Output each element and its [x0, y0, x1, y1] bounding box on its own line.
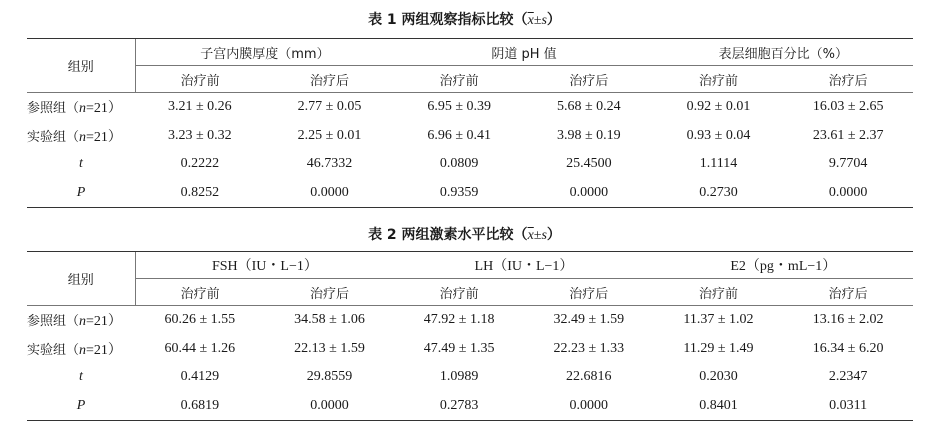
table1-header-row: [27, 39, 913, 66]
table1: [27, 38, 913, 208]
row-label: 参照组（n=21）: [27, 101, 122, 117]
table-cell: 0.8401: [654, 392, 784, 421]
table2-subheader-row: [27, 279, 913, 306]
table1-group-header: 子宫内膜厚度（mm）: [135, 39, 394, 66]
table2-group-header: FSH（IU・L−1）: [135, 252, 394, 279]
table-cell: 34.58 ± 1.06: [294, 312, 365, 328]
table-cell: 32.49 ± 1.59: [553, 312, 625, 328]
table2-subheader: 治疗前: [135, 279, 265, 306]
table1-subheader: 治疗后: [265, 66, 395, 93]
table1-row: [27, 150, 913, 179]
table-cell: 0.0000: [524, 179, 654, 208]
table1-row-header: 组别: [27, 39, 135, 93]
table-cell: 22.6816: [566, 369, 612, 385]
table-cell: 0.6819: [135, 392, 265, 421]
table2-subheader: 治疗后: [265, 279, 395, 306]
table-cell: 11.29 ± 1.49: [683, 340, 754, 356]
table-cell: 23.61 ± 2.37: [812, 127, 884, 143]
row-label: 参照组（n=21）: [27, 314, 122, 330]
table-cell: 6.95 ± 0.39: [427, 99, 491, 115]
table2-caption-close: ）: [546, 227, 561, 243]
table1-caption-text: 表 1 两组观察指标比较（: [368, 12, 528, 28]
table-cell: 3.98 ± 0.19: [556, 127, 621, 143]
table1-row: [27, 93, 913, 122]
table2-row: [27, 363, 913, 392]
table-cell: 0.2222: [180, 156, 220, 172]
table-cell: 47.49 ± 1.35: [423, 340, 495, 356]
table-cell: 0.9359: [394, 179, 524, 208]
row-label: P: [27, 392, 135, 421]
table2-subheader: 治疗前: [394, 279, 524, 306]
table1-row: [27, 122, 913, 151]
table2-subheader: 治疗后: [524, 279, 654, 306]
table2-header-row: [27, 252, 913, 279]
table-cell: 5.68 ± 0.24: [556, 99, 621, 115]
table1-subheader: 治疗后: [524, 66, 654, 93]
table2-caption-text: 表 2 两组激素水平比较（: [368, 227, 528, 243]
table-cell: 22.13 ± 1.59: [294, 340, 365, 356]
table-cell: 1.1114: [699, 156, 738, 172]
table2-caption: [0, 226, 929, 245]
table-cell: 2.25 ± 0.01: [297, 127, 362, 143]
table2-group-header: E2（pg・mL−1）: [654, 252, 913, 279]
row-label: t: [79, 369, 83, 385]
table2-caption-mean-symbol: $\overline{x}$: [527, 228, 534, 243]
table-cell: 25.4500: [566, 156, 612, 172]
table-cell: 0.92 ± 0.01: [686, 99, 751, 115]
table-cell: 2.77 ± 0.05: [297, 99, 362, 115]
table-cell: 0.0000: [265, 179, 395, 208]
table1-subheader-row: [27, 66, 913, 93]
table1-subheader: 治疗前: [135, 66, 265, 93]
table1-caption-close: ）: [546, 12, 561, 28]
table-cell: 2.2347: [828, 369, 868, 385]
table2-group-header: LH（IU・L−1）: [394, 252, 653, 279]
table-cell: 9.7704: [828, 156, 868, 172]
table1-caption: [0, 11, 929, 30]
table-cell: 60.26 ± 1.55: [164, 312, 236, 328]
table-cell: 0.0809: [439, 156, 479, 172]
table2-row-header: 组别: [27, 252, 135, 306]
table-cell: 0.2030: [699, 369, 738, 385]
table-cell: 0.8252: [135, 179, 265, 208]
table1-group-header: 阴道 pH 值: [394, 39, 653, 66]
row-label: t: [79, 156, 83, 172]
table-cell: 16.03 ± 2.65: [812, 99, 884, 115]
table-cell: 6.96 ± 0.41: [427, 127, 491, 143]
table2-subheader: 治疗前: [654, 279, 784, 306]
table1-caption-sd-symbol: ±s: [533, 13, 547, 28]
table-cell: 0.0311: [783, 392, 913, 421]
table-cell: 22.23 ± 1.33: [553, 340, 625, 356]
table-cell: 3.23 ± 0.32: [167, 127, 232, 143]
table1-row: [27, 179, 913, 208]
row-label: 实验组（n=21）: [27, 129, 122, 145]
table-cell: 0.2730: [654, 179, 784, 208]
table-cell: 0.2783: [394, 392, 524, 421]
table-cell: 0.0000: [783, 179, 913, 208]
table1-subheader: 治疗后: [783, 66, 913, 93]
table2-row: [27, 335, 913, 364]
table-cell: 46.7332: [306, 156, 353, 172]
table-cell: 60.44 ± 1.26: [164, 340, 236, 356]
table-cell: 0.4129: [180, 369, 220, 385]
table2-caption-sd-symbol: ±s: [533, 228, 547, 243]
table-cell: 16.34 ± 6.20: [812, 340, 884, 356]
table2-row: [27, 306, 913, 335]
table-cell: 0.0000: [524, 392, 654, 421]
table-cell: 47.92 ± 1.18: [423, 312, 495, 328]
table1-subheader: 治疗前: [394, 66, 524, 93]
table-cell: 0.0000: [265, 392, 395, 421]
table2-row: [27, 392, 913, 421]
table2: [27, 251, 913, 421]
table-cell: 0.93 ± 0.04: [686, 127, 751, 143]
table-cell: 13.16 ± 2.02: [812, 312, 884, 328]
table-cell: 29.8559: [306, 369, 353, 385]
table-cell: 3.21 ± 0.26: [167, 99, 232, 115]
table-cell: 11.37 ± 1.02: [683, 312, 754, 328]
table1-subheader: 治疗前: [654, 66, 784, 93]
row-label: P: [27, 179, 135, 208]
row-label: 实验组（n=21）: [27, 342, 122, 358]
table-cell: 1.0989: [439, 369, 479, 385]
table1-group-header: 表层细胞百分比（%）: [654, 39, 913, 66]
table1-caption-mean-symbol: $\overline{x}$: [527, 13, 534, 28]
table2-subheader: 治疗后: [783, 279, 913, 306]
